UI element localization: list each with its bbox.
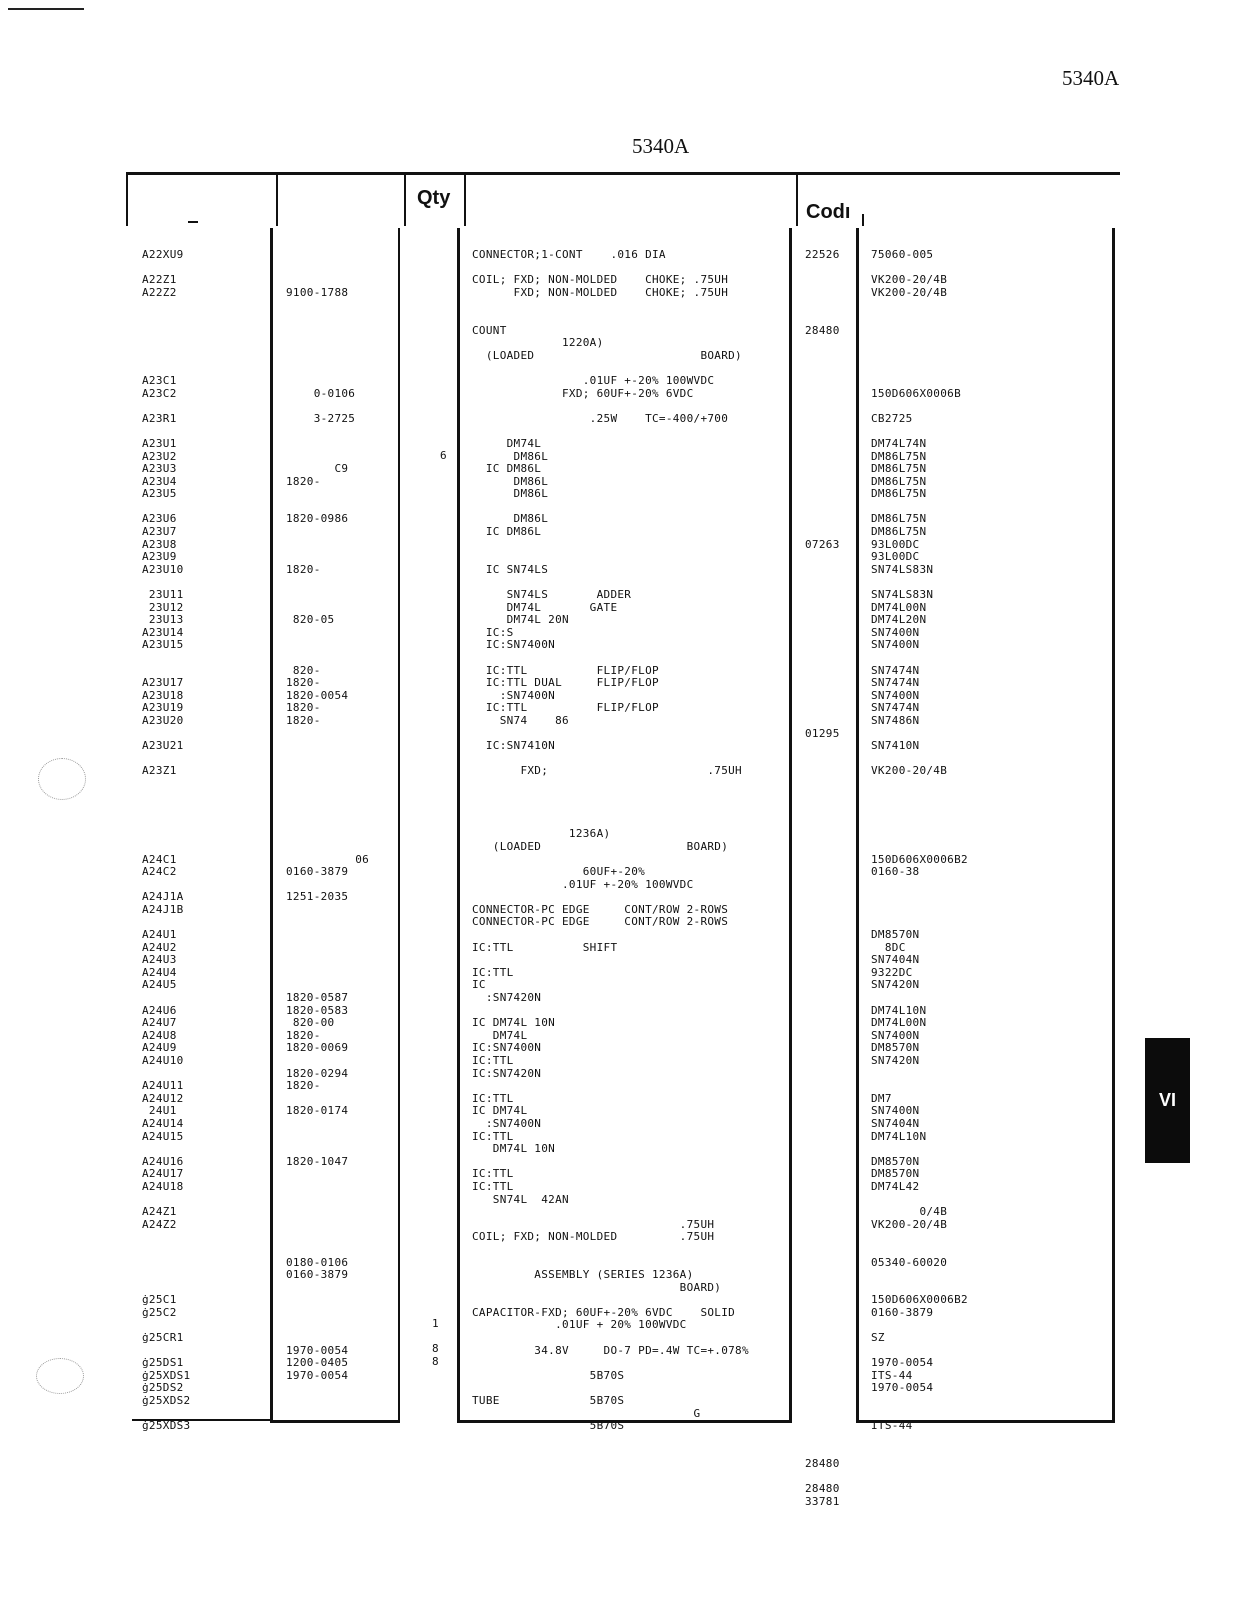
- qty-header: Qty: [417, 187, 451, 209]
- code-header: Codı: [806, 201, 851, 223]
- qty-value: 8: [432, 1355, 439, 1368]
- header-divider: [404, 172, 406, 226]
- mfr-part-number-column: 75060-005 VK200-20/4B VK200-20/4B 150D606X0006B CB2725 DM74L74N DM86L75N DM86L75N DM86L75N DM86L75N DM86L75N DM86L75N 93L00DC 93L00DC SN74LS83N SN74LS83N DM74L00N DM74L20N SN7400N SN7400N SN7474N SN7474N SN7400N SN7474N SN7486N SN7410N VK200-20/4B 150D606X0006B2 0160-38 DM8570N 8DC SN7404N 9322DC SN7420N DM74L10N DM74L00N SN7400N DM8570N SN7420N DM7 SN7400N SN7404N DM74L10N DM8570N DM8570N DM74L42 0/4B VK200-20/4B 05340-60020 150D606X0006B2 0160-3879 SZ 1970-0054 ITS-44 1970-0054 ITS-44: [871, 248, 968, 1433]
- header-tick: [188, 221, 198, 223]
- table-title: 5340A: [632, 134, 690, 158]
- qty-value: 8: [432, 1342, 439, 1355]
- page-number: 5340A: [1062, 66, 1120, 90]
- top-rule: [8, 8, 84, 10]
- column-divider: [398, 228, 400, 1422]
- mfr-code-column: 22526 28480 07263 01295 28480 28480 33781: [805, 248, 840, 1508]
- column-divider: [270, 228, 273, 1422]
- punch-hole-mark: [36, 1358, 84, 1394]
- column-divider: [457, 228, 460, 1422]
- header-divider: [796, 172, 798, 226]
- header-divider: [276, 172, 278, 226]
- bottom-rule: [270, 1420, 400, 1423]
- part-number-column: 9100-1788 0-0106 3-2725 C9 1820- 1820-0986 1820- 820-05 820- 1820- 1820-0054 1820- 1820- 06 0160-3879 1251-2035 1820-0587 1820-0583 820-00 1820- 1820-0069 1820-0294 1820- 1820-0174 1820-1047 0180-0106 0160-3879 1970-0054 1200-0405 1970-0054: [286, 285, 370, 1382]
- description-column: CONNECTOR;1-CONT .016 DIA COIL; FXD; NON-MOLDED CHOKE; .75UH FXD; NON-MOLDED CHOKE; .75UH COUNT 1220A) (LOADED BOARD) .01UF +-20% 100WVDC FXD; 60UF+-20% 6VDC .25W TC=-400/+700 DM74L DM86L IC DM86L DM86L DM86L DM86L IC DM86L IC SN74LS SN74LS ADDER DM74L GATE DM74L 20N IC:S IC:SN7400N IC:TTL FLIP/FLOP IC:TTL DUAL FLIP/FLOP :SN7400N IC:TTL FLIP/FLOP SN74 86 IC:SN7410N FXD; .75UH 1236A) (LOADED BOARD) 60UF+-20% .01UF +-20% 100WVDC CONNECTOR-PC EDGE CONT/ROW 2-ROWS CONNECTOR-PC EDGE CONT/ROW 2-ROWS IC:TTL SHIFT IC:TTL IC :SN7420N IC DM74L 10N DM74L IC:SN7400N IC:TTL IC:SN7420N IC:TTL IC DM74L :SN7400N IC:TTL DM74L 10N IC:TTL IC:TTL SN74L 42AN .75UH COIL; FXD; NON-MOLDED .75UH ASSEMBLY (SERIES 1236A) BOARD) CAPACITOR-FXD; 60UF+-20% 6VDC SOLID .01UF + 20% 100WVDC 34.8V DO-7 PD=.4W TC=+.078% 5B70S TUBE 5B70S G 5B70S: [472, 248, 749, 1433]
- header-tick: [862, 214, 864, 226]
- qty-value: 1: [432, 1317, 439, 1330]
- column-divider: [1112, 228, 1115, 1422]
- header-divider: [464, 172, 466, 226]
- punch-hole-mark: [38, 758, 86, 800]
- qty-value: 6: [440, 449, 447, 462]
- column-divider: [856, 228, 859, 1422]
- section-tab: VI: [1145, 1038, 1190, 1163]
- reference-designator-column: A22XU9 A22Z1 A22Z2 A23C1 A23C2 A23R1 A23U1 A23U2 A23U3 A23U4 A23U5 A23U6 A23U7 A23U8 A23U9 A23U10 23U11 23U12 23U13 A23U14 A23U15 A23U17 A23U18 A23U19 A23U20 A23U21 A23Z1 A24C1 A24C2 A24J1A A24J1B A24U1 A24U2 A24U3 A24U4 A24U5 A24U6 A24U7 A24U8 A24U9 A24U10 A24U11 A24U12 24U1 A24U14 A24U15 A24U16 A24U17 A24U18 A24Z1 A24Z2 ġ25C1 ġ25C2 ġ25CR1 ġ25DS1 ġ25XDS1 ġ25DS2 ġ25XDS2 ġ25XDS3: [142, 248, 191, 1433]
- column-divider: [789, 228, 792, 1422]
- header-divider: [126, 172, 128, 226]
